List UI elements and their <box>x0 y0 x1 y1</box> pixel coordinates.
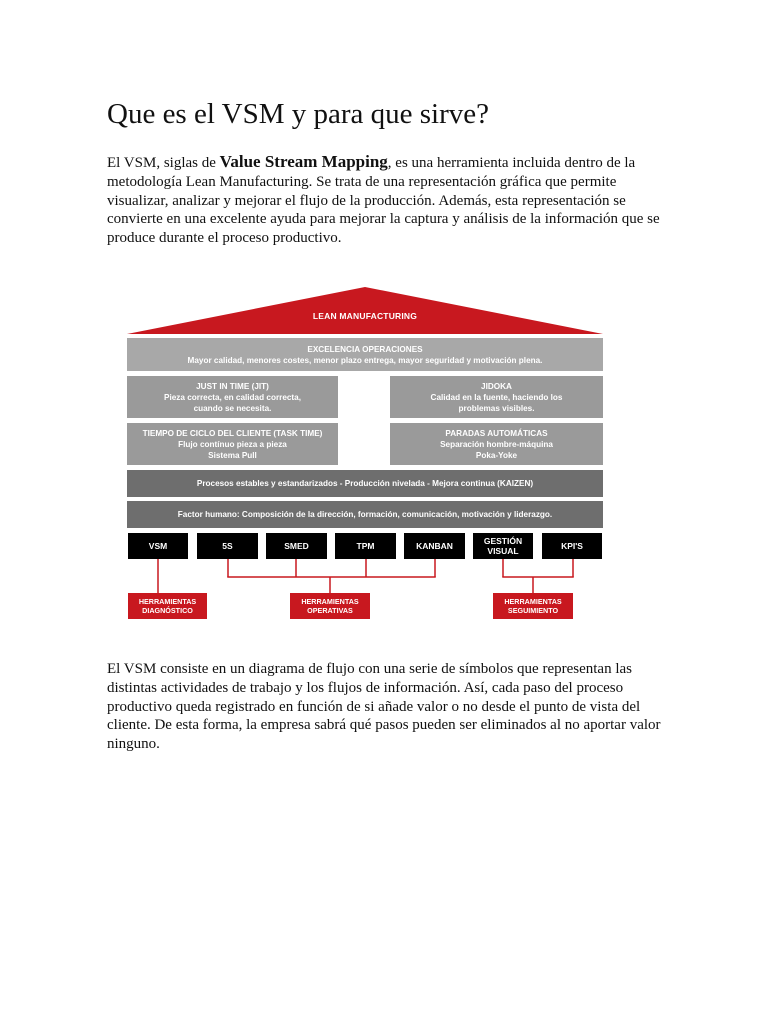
kpis-tool <box>542 533 602 559</box>
gestion-visual-tool <box>473 533 533 559</box>
diagnostico-line-1: HERRAMIENTAS <box>138 597 197 606</box>
jit-line-2: cuando se necesita. <box>193 403 272 413</box>
operativas-line-1: HERRAMIENTAS <box>301 597 359 606</box>
takt-time-line-1: Flujo contínuo pieza a pieza <box>178 439 287 449</box>
vsm-explanation-paragraph: El VSM consiste en un diagrama de flujo con una serie de símbolos que representan las distintas actividades de trabajo y los flujos de información. Así, cada paso del proceso productivo queda registrado en función de si añade valor o no desde el punto de vista del cliente. De esta forma, la empresa sabrá qué pasos pueden ser eliminados al no aportar valor ninguno. <box>107 661 661 753</box>
roof-label: LEAN MANUFACTURING <box>312 311 418 321</box>
seguimiento-line-1: HERRAMIENTAS <box>504 597 562 606</box>
gestion-visual-line-2: VISUAL <box>487 546 519 556</box>
jidoka-line-2: problemas visibles. <box>458 403 535 413</box>
lean-manufacturing-diagram <box>120 280 610 625</box>
tpm-tool <box>335 533 396 559</box>
takt-time-line-2: Sistema Pull <box>208 450 257 460</box>
herramientas-diagnostico-box <box>128 593 207 619</box>
5s-tool <box>197 533 258 559</box>
procesos-text: Procesos estables y estandarizados - Producción nivelada - Mejora continua (KAIZEN) <box>196 479 534 488</box>
kanban-tool <box>404 533 465 559</box>
seguimiento-line-2: SEGUIMIENTO <box>507 606 559 615</box>
excelencia-text: Mayor calidad, menores costes, menor plazo entrega, mayor seguridad y motivación plena. <box>187 355 543 365</box>
intro-text-end: , es una herramienta incluida dentro de la metodología Lean Manufacturing. Se trata de una representación gráfica que permite visualizar, analizar y mejorar el flujo de la producción. Además, esta representación se convierte en una excelente ayuda para mejorar la captura y análisis de la información que se produce durante el proceso productivo. <box>107 155 660 247</box>
jidoka-heading: JIDOKA <box>481 381 512 391</box>
gestion-visual-line-1: GESTIÓN <box>483 536 523 546</box>
kanban-tool-label: KANBAN <box>416 541 453 551</box>
intro-paragraph <box>107 153 667 248</box>
kpis-tool-label: KPI'S <box>561 541 583 551</box>
factor-humano-text: Factor humano: Composición de la dirección, formación, comunicación, motivación y liderazgo. <box>177 510 553 519</box>
operativas-line-2: OPERATIVAS <box>307 606 353 615</box>
paradas-line-1: Separación hombre-máquina <box>440 439 553 449</box>
tpm-tool-label: TPM <box>356 541 375 551</box>
jidoka-line-1: Calidad en la fuente, haciendo los <box>430 392 563 402</box>
herramientas-seguimiento-box <box>493 593 573 619</box>
paradas-heading: PARADAS AUTOMÁTICAS <box>445 428 548 438</box>
5s-tool-label: 5S <box>222 541 233 551</box>
vsm-tool <box>128 533 188 559</box>
jit-line-1: Pieza correcta, en calidad correcta, <box>164 392 301 402</box>
diagnostico-line-2: DIAGNÓSTICO <box>142 606 193 615</box>
smed-tool <box>266 533 327 559</box>
vsm-tool-label: VSM <box>148 541 168 551</box>
page-title: Que es el VSM y para que sirve? <box>107 98 489 130</box>
paradas-line-2: Poka-Yoke <box>475 450 518 460</box>
intro-text-start: El VSM, siglas de <box>107 155 220 171</box>
smed-tool-label: SMED <box>284 541 309 551</box>
excelencia-heading: EXCELENCIA OPERACIONES <box>307 344 423 354</box>
value-stream-mapping-term: Value Stream Mapping <box>219 152 388 171</box>
jit-heading: JUST IN TIME (JIT) <box>196 381 269 391</box>
connector-lines <box>120 280 610 625</box>
takt-time-heading: TIEMPO DE CICLO DEL CLIENTE (TASK TIME) <box>142 428 323 438</box>
herramientas-operativas-box <box>290 593 370 619</box>
